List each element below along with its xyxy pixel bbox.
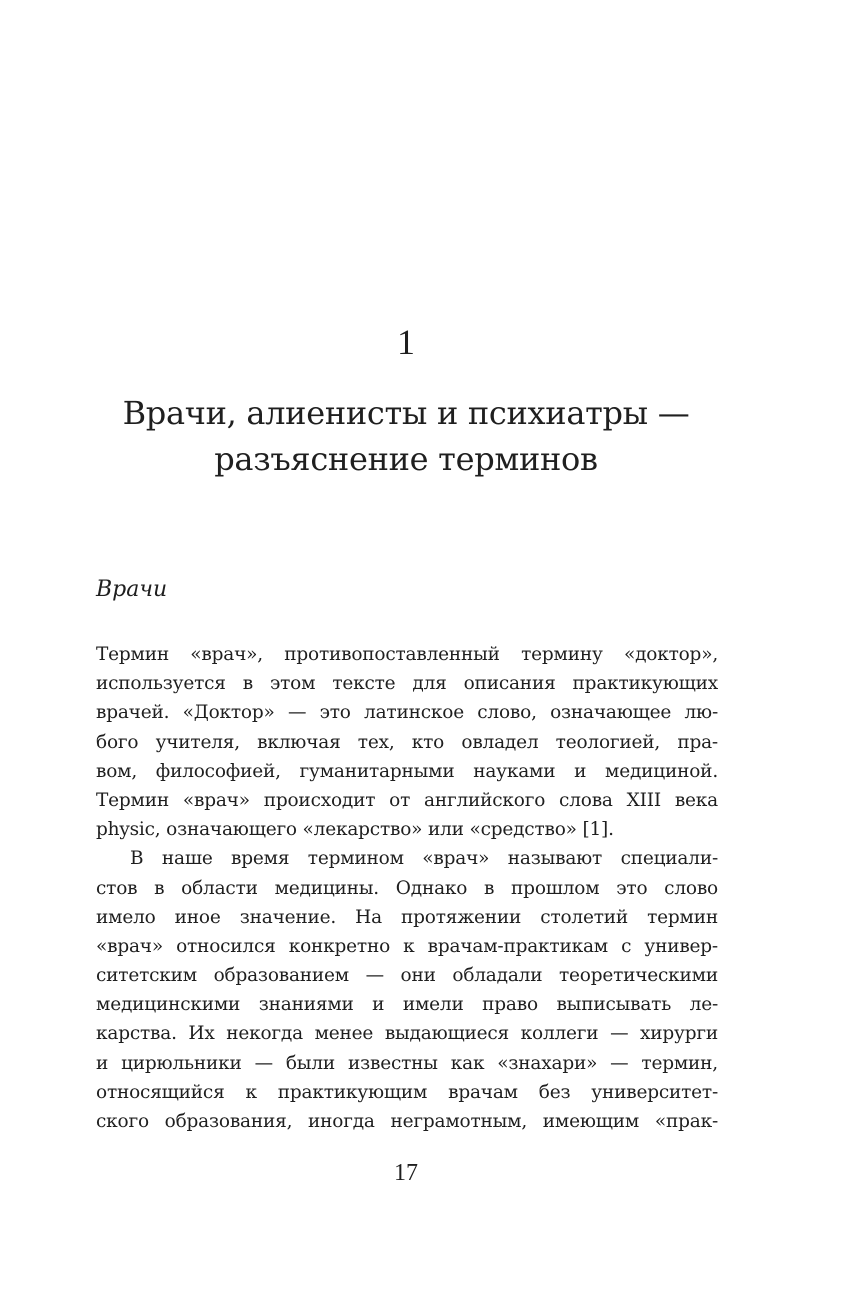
- body-line: Термин «врач», противопоставленный термину «доктор»,: [96, 644, 718, 665]
- body-line: вом, философией, гуманитарными науками и медициной.: [96, 760, 718, 782]
- chapter-title-line: разъяснение терминов: [214, 440, 598, 478]
- section-heading: Врачи: [96, 577, 168, 602]
- body-line: бого учителя, включая тех, кто овладел теологией, пра-: [96, 731, 718, 753]
- body-line: ситетским образованием — они обладали теоретическими: [96, 965, 718, 987]
- body-line: стов в области медицины. Однако в прошлом это слово: [96, 877, 718, 899]
- page-number: 17: [394, 1160, 418, 1186]
- body-line: ского образования, иногда неграмотным, имеющим «прак-: [96, 1111, 718, 1132]
- chapter-number: 1: [397, 322, 415, 362]
- body-line: «врач» относился конкретно к врачам-практикам с универ-: [96, 935, 718, 957]
- body-line: врачей. «Доктор» — это латинское слово, означающее лю-: [96, 702, 718, 724]
- body-line: имело иное значение. На протяжении столетий термин: [96, 906, 718, 928]
- body-text: [96, 640, 718, 1136]
- chapter-title-line: Врачи, алиенисты и психиатры —: [122, 394, 690, 432]
- body-line: используется в этом тексте для описания практикующих: [96, 673, 718, 695]
- body-line: Термин «врач» происходит от английского слова XIII века: [96, 789, 718, 811]
- body-line: и цирюльники — были известны как «знахари» — термин,: [96, 1052, 718, 1074]
- body-line: относящийся к практикующим врачам без университет-: [96, 1081, 718, 1103]
- body-line: карства. Их некогда менее выдающиеся коллеги — хирурги: [96, 1023, 718, 1045]
- paragraph-first-line: В наше время термином «врач» называют специали-: [130, 848, 718, 870]
- chapter-title: [0, 390, 812, 482]
- body-line: physic, означающего «лекарство» или «средство» [1].: [96, 819, 614, 841]
- body-line: медицинскими знаниями и имели право выписывать ле-: [96, 994, 718, 1016]
